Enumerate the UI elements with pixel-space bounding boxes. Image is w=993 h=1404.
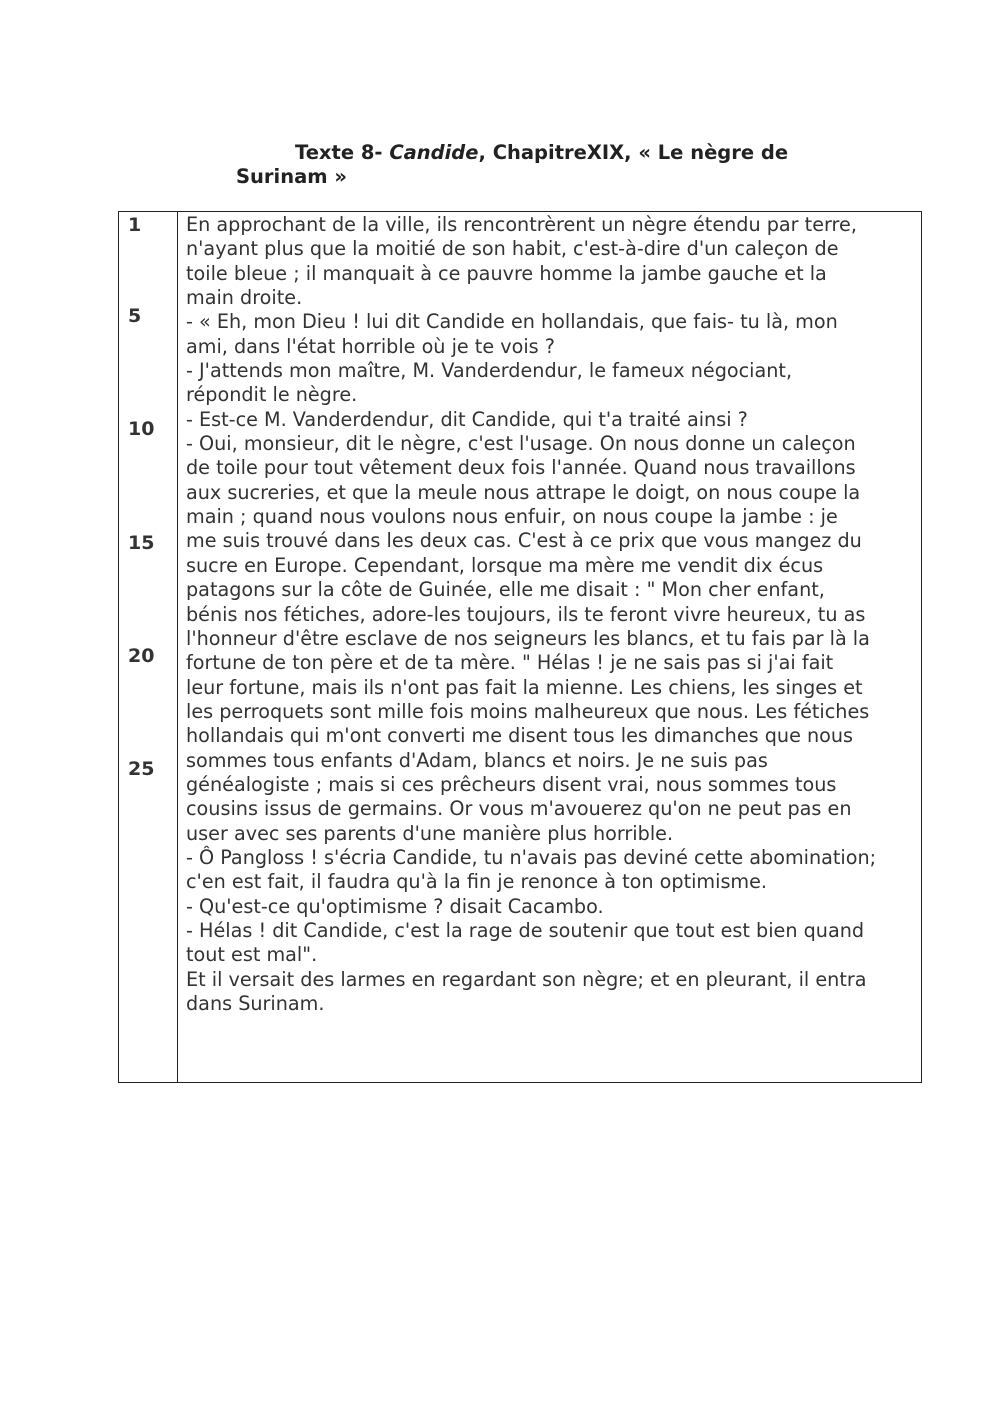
text-line: - J'attends mon maître, M. Vanderdendur, le fameux négociant, — [186, 359, 793, 383]
text-line: dans Surinam. — [186, 992, 325, 1015]
title-line-2: Surinam » — [236, 165, 347, 188]
line-number-20: 20 — [128, 645, 155, 667]
text-line: n'ayant plus que la moitié de son habit, c'est-à-dire d'un caleçon de — [186, 237, 839, 261]
text-line: - « Eh, mon Dieu ! lui dit Candide en hollandais, que fais- tu là, mon — [186, 310, 838, 334]
text-line: - Hélas ! dit Candide, c'est la rage de soutenir que tout est bien quand — [186, 918, 865, 942]
text-line: tout est mal". — [186, 943, 318, 967]
text-line: l'honneur d'être esclave de nos seigneurs les blancs, et tu fais par là la — [186, 626, 870, 650]
text-line: - Qu'est-ce qu'optimisme ? disait Cacambo. — [186, 894, 604, 918]
text-line: c'en est fait, il faudra qu'à la fin je renonce à ton optimisme. — [186, 870, 768, 894]
text-line: leur fortune, mais ils n'ont pas fait la mienne. Les chiens, les singes et — [186, 675, 863, 699]
line-number-column — [119, 212, 178, 1082]
text-line: toile bleue ; il manquait à ce pauvre homme la jambe gauche et la — [186, 261, 827, 285]
text-line: En approchant de la ville, ils rencontrèrent un nègre étendu par terre, — [186, 213, 857, 236]
text-line: sommes tous enfants d'Adam, blancs et noirs. Je ne suis pas — [186, 748, 768, 772]
line-number-15: 15 — [128, 532, 155, 554]
title-work: Candide — [389, 141, 479, 164]
line-number-25: 25 — [128, 758, 155, 780]
text-line: généalogiste ; mais si ces prêcheurs disent vrai, nous sommes tous — [186, 772, 837, 796]
text-line: - Ô Pangloss ! s'écria Candide, tu n'avais pas deviné cette abomination; — [186, 845, 877, 869]
text-line: fortune de ton père et de ta mère. " Hélas ! je ne sais pas si j'ai fait — [186, 651, 834, 675]
text-line: user avec ses parents d'une manière plus horrible. — [186, 821, 674, 845]
text-table — [118, 211, 922, 1083]
text-line: ami, dans l'état horrible où je te vois ? — [186, 334, 555, 358]
line-number-1: 1 — [128, 214, 142, 236]
passage-text — [186, 213, 916, 1016]
text-line: - Oui, monsieur, dit le nègre, c'est l'usage. On nous donne un caleçon — [186, 432, 856, 456]
text-line: répondit le nègre. — [186, 383, 358, 407]
text-line: sucre en Europe. Cependant, lorsque ma mère me vendit dix écus — [186, 553, 824, 577]
document-title — [236, 141, 876, 189]
line-number-5: 5 — [128, 305, 142, 327]
text-line: main ; quand nous voulons nous enfuir, on nous coupe la jambe : je — [186, 505, 838, 529]
text-line: me suis trouvé dans les deux cas. C'est à ce prix que vous mangez du — [186, 529, 862, 553]
text-line: de toile pour tout vêtement deux fois l'année. Quand nous travaillons — [186, 456, 856, 480]
title-prefix: Texte 8- — [295, 141, 390, 164]
text-line: - Est-ce M. Vanderdendur, dit Candide, qui t'a traité ainsi ? — [186, 407, 748, 431]
title-line-1 — [236, 141, 876, 165]
text-line: Et il versait des larmes en regardant son nègre; et en pleurant, il entra — [186, 967, 867, 991]
line-number-10: 10 — [128, 418, 155, 440]
text-line: aux sucreries, et que la meule nous attrape le doigt, on nous coupe la — [186, 480, 861, 504]
text-line: patagons sur la côte de Guinée, elle me disait : " Mon cher enfant, — [186, 578, 825, 602]
text-line: cousins issus de germains. Or vous m'avouerez qu'on ne peut pas en — [186, 797, 852, 821]
text-line: main droite. — [186, 286, 303, 310]
text-line: les perroquets sont mille fois moins malheureux que nous. Les fétiches — [186, 699, 870, 723]
title-suffix: , ChapitreXIX, « Le nègre de — [478, 141, 789, 164]
text-line: bénis nos fétiches, adore-les toujours, ils te feront vivre heureux, tu as — [186, 602, 866, 626]
text-line: hollandais qui m'ont converti me disent tous les dimanches que nous — [186, 724, 854, 748]
